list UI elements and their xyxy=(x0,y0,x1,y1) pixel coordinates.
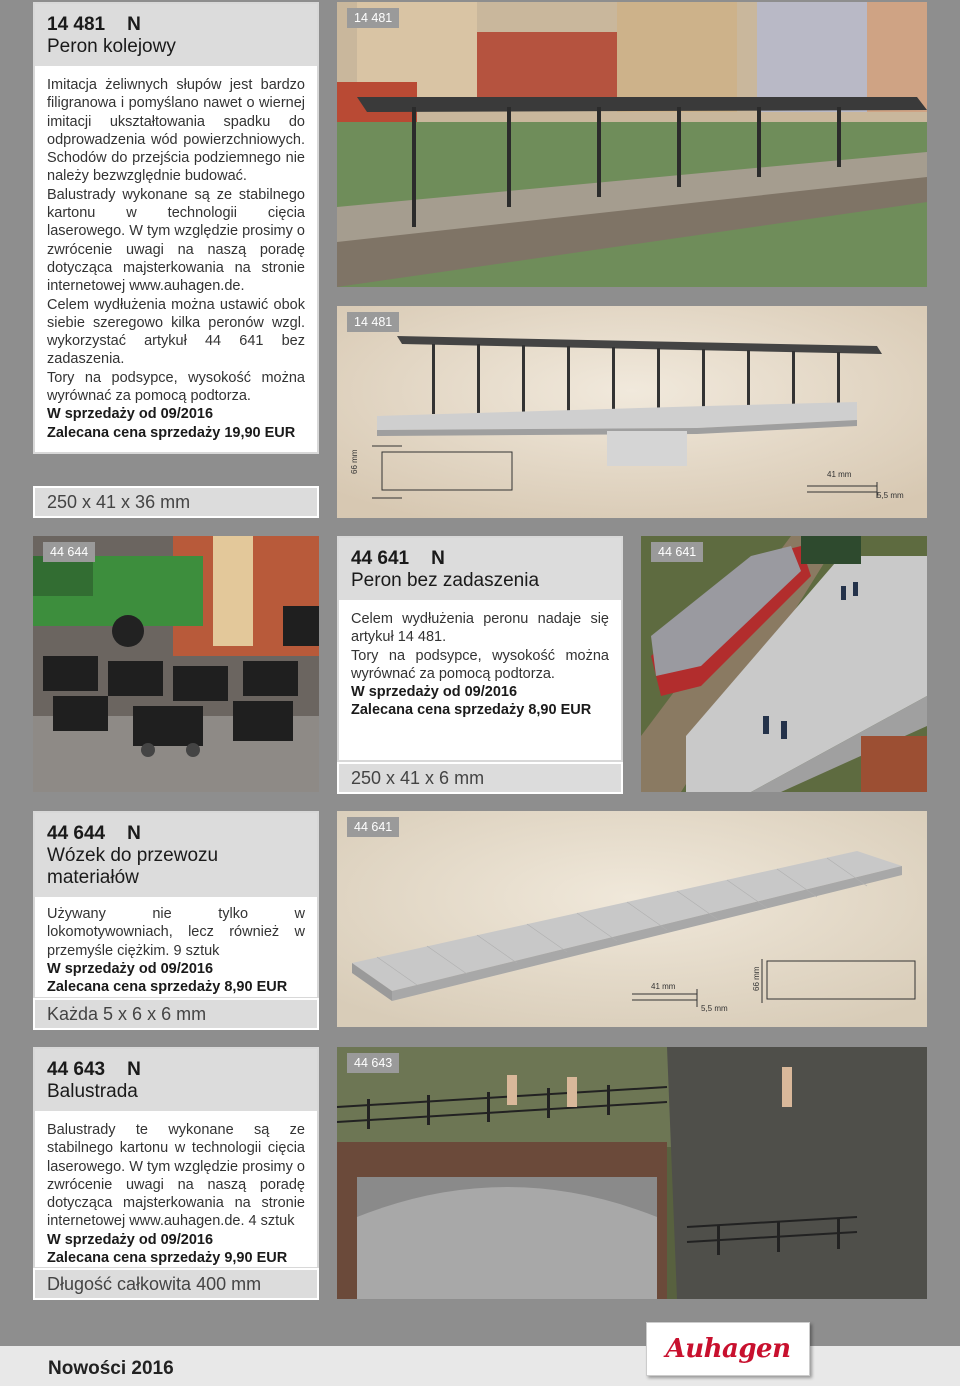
photo-wagons xyxy=(33,536,319,792)
price: Zalecana cena sprzedaży 8,90 EUR xyxy=(351,702,592,719)
photo-plain-platform xyxy=(337,811,927,1027)
photo-tag: 44 644 xyxy=(43,542,95,562)
photo-tag: 14 481 xyxy=(347,8,399,28)
drawing-step-label: 5,5 mm xyxy=(701,1004,728,1013)
footer-label: Nowości 2016 xyxy=(48,1358,174,1379)
station-scene-image xyxy=(337,2,927,287)
price: Zalecana cena sprzedaży 19,90 EUR xyxy=(47,424,296,441)
description-paragraph: Celem wydłużenia można ustawić obok siebie szeregowo kilka peronów wzgl. wykorzystać artykuł 44 641 bez zadaszenia. xyxy=(47,296,305,368)
product-description xyxy=(35,897,317,996)
photo-station-scene xyxy=(337,2,927,287)
train-scene-image xyxy=(641,536,927,792)
description-paragraph: Używany nie tylko w lokomotywowniach, lecz również w przemyśle ciężkim. 9 sztuk xyxy=(47,906,305,959)
availability: W sprzedaży od 09/2016 xyxy=(351,684,518,701)
product-number: 44 641 N xyxy=(351,548,445,569)
railing-bridge-image xyxy=(337,1047,927,1299)
price: Zalecana cena sprzedaży 8,90 EUR xyxy=(47,979,288,996)
price: Zalecana cena sprzedaży 9,90 EUR xyxy=(47,1250,288,1267)
product-header xyxy=(35,4,317,66)
drawing-step-label: 5,5 mm xyxy=(877,491,904,500)
product-description xyxy=(339,600,621,720)
description-paragraph: Celem wydłużenia peronu nadaje się artykuł 14 481. xyxy=(351,611,609,646)
product-card-44641 xyxy=(337,536,623,762)
platform-model-image xyxy=(337,306,927,518)
product-card-44643 xyxy=(33,1047,319,1269)
product-scale: N xyxy=(431,548,445,569)
product-scale: N xyxy=(127,14,141,35)
product-title: Balustrada xyxy=(47,1081,138,1102)
description-paragraph: Tory na podsypce, wysokość można wyrównać za pomocą podtorza. xyxy=(351,647,609,682)
photo-train-scene xyxy=(641,536,927,792)
description-paragraph: Balustrady te wykonane są ze stabilnego kartonu w technologii cięcia laserowego. W tym względzie prosimy o zwrócenie uwagi na naszą poradę dotycząca majsterkowania na stronie internetowej www.auhagen.de. 4 sztuk xyxy=(47,1122,305,1230)
product-dimensions: 250 x 41 x 6 mm xyxy=(337,762,623,794)
product-number: 14 481 N xyxy=(47,14,141,35)
availability: W sprzedaży od 09/2016 xyxy=(47,960,214,977)
product-number: 44 643 N xyxy=(47,1059,141,1080)
product-card-14481 xyxy=(33,2,319,454)
product-title: Peron bez zadaszenia xyxy=(351,570,540,591)
product-description xyxy=(35,1111,317,1267)
drawing-height-label: 66 mm xyxy=(752,966,761,991)
product-header xyxy=(339,538,621,600)
product-header xyxy=(35,1049,317,1111)
product-header xyxy=(35,813,317,897)
photo-tag: 14 481 xyxy=(347,312,399,332)
product-description xyxy=(35,66,317,442)
product-title: Wózek do przewozu materiałów xyxy=(47,845,219,888)
product-scale: N xyxy=(127,1059,141,1080)
product-card-44644 xyxy=(33,811,319,999)
brand-logo-text: Auhagen xyxy=(665,1334,791,1364)
description-paragraph: Tory na podsypce, wysokość można wyrównać za pomocą podtorza. xyxy=(47,369,305,405)
product-title: Peron kolejowy xyxy=(47,36,176,57)
photo-railing-bridge xyxy=(337,1047,927,1299)
availability: W sprzedaży od 09/2016 xyxy=(47,406,214,423)
plain-platform-image xyxy=(337,811,927,1027)
drawing-width-label: 41 mm xyxy=(651,982,676,991)
product-number: 44 644 N xyxy=(47,823,141,844)
description-paragraph: Imitacja żeliwnych słupów jest bardzo filigranowa i pomyślano nawet o wiernej imitacji ukształtowania spadku do odprowadzenia wód powierzchniowych. Schodów do przejścia podziemnego nie należy bezwzględnie budować. xyxy=(47,77,305,185)
drawing-width-label: 41 mm xyxy=(827,470,852,479)
drawing-height-label: 66 mm xyxy=(350,449,359,474)
photo-tag: 44 641 xyxy=(347,817,399,837)
brand-logo xyxy=(646,1322,810,1376)
availability: W sprzedaży od 09/2016 xyxy=(47,1231,214,1248)
wagons-image xyxy=(33,536,319,792)
product-dimensions: Każda 5 x 6 x 6 mm xyxy=(33,998,319,1030)
photo-tag: 44 641 xyxy=(651,542,703,562)
product-scale: N xyxy=(127,823,141,844)
description-paragraph: Balustrady wykonane są ze stabilnego kartonu w technologii cięcia laserowego. W tym względzie prosimy o zwrócenie uwagi na naszą poradę dotycząca majsterkowania na stronie internetowej www.auhagen.de. xyxy=(47,186,305,295)
product-dimensions: 250 x 41 x 36 mm xyxy=(33,486,319,518)
photo-tag: 44 643 xyxy=(347,1053,399,1073)
photo-platform-model xyxy=(337,306,927,518)
product-dimensions: Długość całkowita 400 mm xyxy=(33,1268,319,1300)
